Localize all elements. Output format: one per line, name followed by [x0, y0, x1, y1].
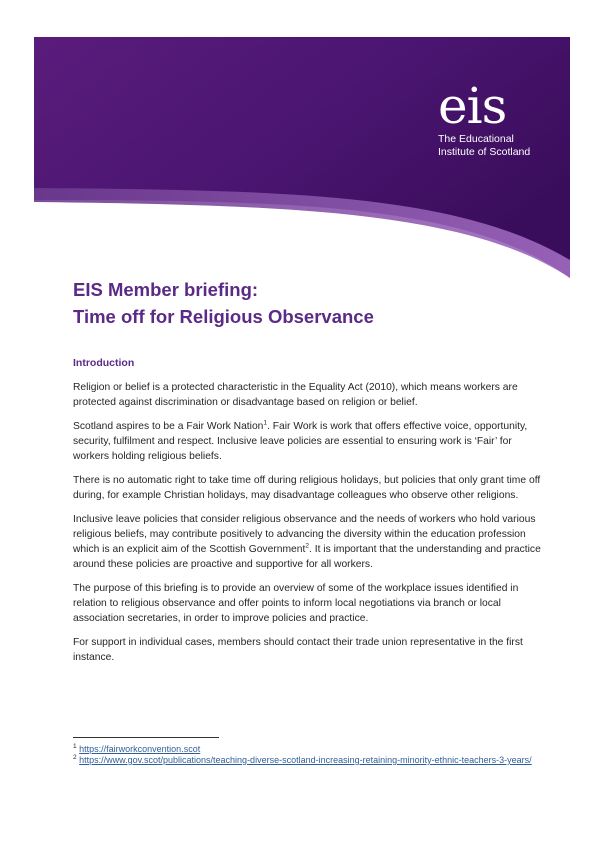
footnote-link-2[interactable]: https://www.gov.scot/publications/teaching-diverse-scotland-increasing-retaining-minority-ethnic-teachers-3-years/ — [79, 755, 532, 765]
footnotes — [73, 737, 543, 766]
logo-subtitle-line2: Institute of Scotland — [438, 146, 531, 158]
paragraph-4-text-b: . It is important that the understanding and practice around these policies are proactive and supportive for all workers. — [73, 544, 541, 570]
footnote-1 — [73, 744, 543, 755]
paragraph-6: For support in individual cases, members should contact their trade union representative in the first instance. — [73, 637, 523, 663]
paragraph-5: The purpose of this briefing is to provide an overview of some of the workplace issues identified in relation to religious observance and offer points to inform local negotiations via branch or local association secretaries, in order to improve policies and practice. — [73, 583, 519, 624]
logo-wordmark: eis — [438, 77, 507, 135]
section-heading-introduction: Introduction — [73, 357, 135, 369]
paragraph-4 — [73, 512, 543, 572]
footnote-divider — [73, 737, 219, 738]
paragraph-2 — [73, 419, 543, 464]
footnote-number-1: 1 — [73, 743, 77, 750]
footnote-number-2: 2 — [73, 754, 77, 761]
paragraph-3: There is no automatic right to take time off during religious holidays, but policies that only grant time off during, for example Christian holidays, may disadvantage colleagues who observe other religions. — [73, 475, 541, 501]
footnote-ref-2[interactable]: 2 — [305, 542, 309, 550]
eis-logo — [438, 77, 548, 158]
paragraph-2-text-a: Scotland aspires to be a Fair Work Nation — [73, 421, 264, 432]
title-line-2: Time off for Religious Observance — [73, 306, 374, 327]
paragraph-2-text-b: . Fair Work is work that offers effective voice, opportunity, security, fulfilment and respect. Inclusive leave policies are essential to ensuring work is ‘Fair’ for workers holding religious beliefs. — [73, 421, 528, 462]
document-title — [73, 276, 374, 330]
footnote-ref-1[interactable]: 1 — [263, 419, 268, 427]
logo-subtitle-line1: The Educational — [438, 133, 514, 145]
paragraph-4-text-a: Inclusive leave policies that consider religious observance and the needs of workers who hold various religious beliefs, may contribute positively to advancing the diversity within the education profession which is an explicit aim of the Scottish Government — [73, 514, 536, 555]
footnote-link-1[interactable]: https://fairworkconvention.scot — [79, 744, 201, 754]
footnote-2 — [73, 755, 543, 766]
paragraph-1: Religion or belief is a protected characteristic in the Equality Act (2010), which means workers are protected against discrimination or disadvantage based on religion or belief. — [73, 382, 518, 408]
title-line-1: EIS Member briefing: — [73, 279, 259, 300]
document-body — [73, 356, 543, 674]
